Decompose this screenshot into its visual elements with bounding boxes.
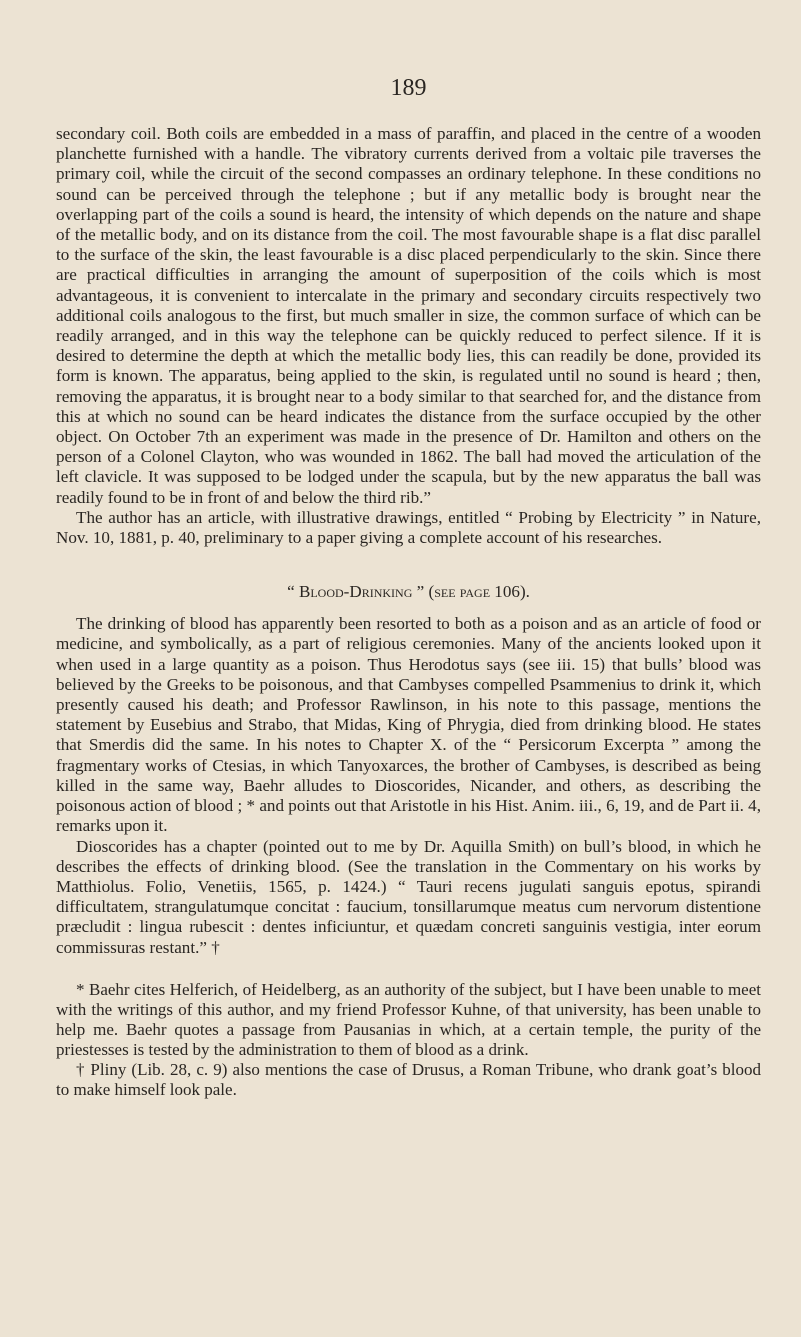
section-heading-blood-drinking: “ Blood-Drinking ” (see page 106). bbox=[287, 582, 530, 602]
footnote-pliny: † Pliny (Lib. 28, c. 9) also mentions the case of Drusus, a Roman Tribune, who drank goat’s blood to make himself look pale. bbox=[56, 1059, 761, 1099]
paragraph-dioscorides: Dioscorides has a chapter (pointed out to me by Dr. Aquilla Smith) on bull’s blood, in which he describes the effects of drinking blood. (See the translation in the Commentary on his works by Matthiolus. Folio, Venetiis, 1565, p. 1424.) “ Tauri recens jugulati sanguis epotus, spirandi difficultatem, strangulatumque concitat : faucium, tonsillarumque meatus cum nervorum distentione præcludit : lingua rubescit : dentes inficiuntur, et quædam concreti sanguinis vestigia, inter eorum commissuras restant.” † bbox=[56, 836, 761, 957]
footnotes bbox=[56, 980, 761, 1100]
footnote-baehr: * Baehr cites Helferich, of Heidelberg, as an authority of the subject, but I have been unable to meet with the writings of this author, and my friend Professor Kuhne, of that university, has been unable to help me. Baehr quotes a passage from Pausanias in which, at a certain temple, the purity of the priestesses is tested by the administration to them of blood as a drink. bbox=[56, 979, 761, 1059]
page-number: 189 bbox=[390, 75, 427, 101]
paragraph-coil-apparatus: secondary coil. Both coils are embedded in a mass of paraffin, and placed in the centre of a wooden planchette furnished with a handle. The vibratory currents derived from a voltaic pile traverses the primary coil, while the circuit of the second compasses an ordinary telephone. In these conditions no sound can be perceived through the telephone ; but if any metallic body is brought near the overlapping part of the coils a sound is heard, the intensity of which depends on the nature and shape of the metallic body, and on its distance from the coil. The most favourable shape is a flat disc parallel to the surface of the skin, the least favourable is a disc placed perpendicularly to the skin. Since there are practical difficulties in arranging the amount of superposition of the coils which is most advantageous, it is convenient to intercalate in the primary and secondary circuits respectively two additional coils analogous to the first, but much smaller in size, the common surface of which can be readily arranged, and in this way the telephone can be quickly reduced to perfect silence. If it is desired to determine the depth at which the metallic body lies, this can readily be done, provided its form is known. The apparatus, being applied to the skin, is regulated until no sound is heard ; then, removing the apparatus, it is brought near to a body similar to that searched for, and the distance from this at which no sound can be heard indicates the distance from the surface occupied by the other object. On October 7th an experiment was made in the presence of Dr. Hamilton and others on the person of a Colonel Clayton, who was wounded in 1862. The ball had moved the articulation of the left clavicle. It was supposed to be lodged under the scapula, but by the new apparatus the ball was readily found to be in front of and below the third rib.” bbox=[56, 124, 761, 507]
paragraph-blood-drinking: The drinking of blood has apparently been resorted to both as a poison and as an article of food or medicine, and symbolically, as a part of religious ceremonies. Many of the ancients looked upon it when used in a large quantity as a poison. Thus Herodotus says (see iii. 15) that bulls’ blood was believed by the Greeks to be poisonous, and that Cambyses compelled Psammenius to drink it, which presently caused his death; and Professor Rawlinson, in his note to this passage, mentions the statement by Eusebius and Strabo, that Midas, King of Phrygia, died from drinking blood. He states that Smerdis did the same. In his notes to Chapter X. of the “ Persicorum Excerpta ” among the fragmentary works of Ctesias, in which Tanyoxarces, the brother of Cambyses, is described as being killed in the same way, Baehr alludes to Dioscorides, Nicander, and others, as describing the poisonous action of blood ; * and points out that Aristotle in his Hist. Anim. iii., 6, 19, and de Part ii. 4, remarks upon it. bbox=[56, 614, 761, 836]
paragraph-probing-article: The author has an article, with illustrative drawings, entitled “ Probing by Electricity ” in Nature, Nov. 10, 1881, p. 40, preliminary to a paper giving a complete account of his researches. bbox=[56, 507, 761, 548]
